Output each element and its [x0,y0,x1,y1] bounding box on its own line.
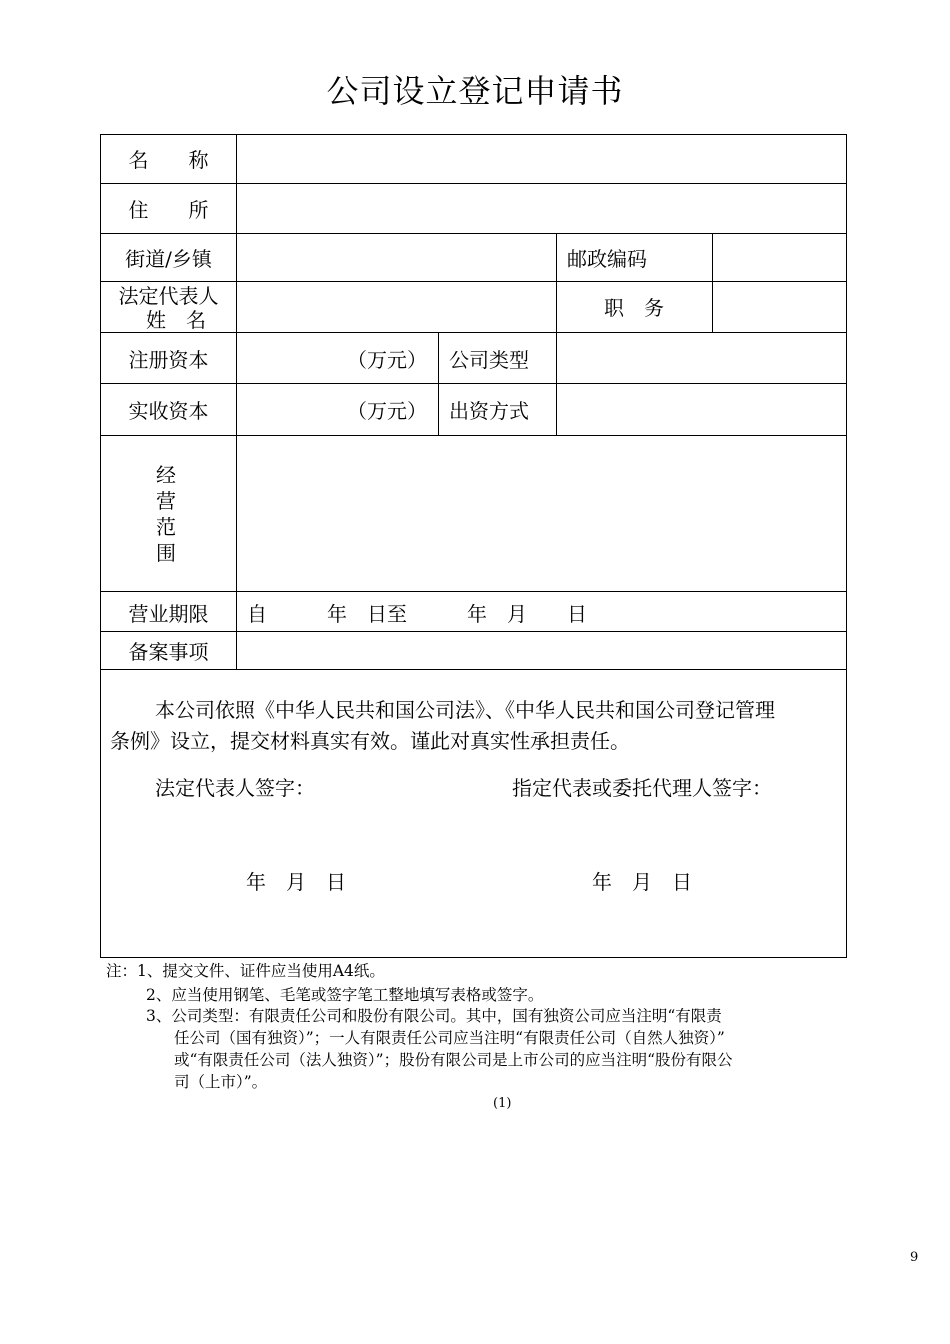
form-page-number: (1) [493,1096,512,1111]
note-3-line1: 3、公司类型：有限责任公司和股份有限公司。其中，国有独资公司应当注明“有限责 [146,1007,722,1025]
note-2: 2、应当使用钢笔、毛笔或签字笔工整地填写表格或签字。 [146,986,544,1004]
declaration-line1: 本公司依照《中华人民共和国公司法》、《中华人民共和国公司登记管理 [155,698,775,722]
legal-rep-date: 年 月 日 [246,870,346,894]
scope-label-char: 经 [156,463,176,487]
application-form-table [100,134,847,958]
reg-capital-label: 注册资本 [128,348,209,372]
page-number: 9 [910,1250,919,1265]
legal-rep-signature-label: 法定代表人签字： [155,776,315,800]
declaration-line2: 条例》设立，提交材料真实有效。谨此对真实性承担责任。 [110,729,630,753]
term-label: 营业期限 [128,602,209,626]
term-text: 自 年 日至 年 月 日 [247,602,587,626]
agent-signature-label: 指定代表或委托代理人签字： [512,776,772,800]
reg-capital-unit: （万元） [347,348,427,372]
note-3-line3: 或“有限责任公司（法人独资）”；股份有限公司是上市公司的应当注明“股份有限公 [174,1051,733,1069]
scope-label-char: 范 [156,515,176,539]
street-label: 街道/乡镇 [125,247,212,271]
address-label: 住 所 [128,198,209,222]
filing-label: 备案事项 [128,640,209,664]
legal-rep-label-line2: 姓 名 [146,308,206,332]
company-type-label: 公司类型 [449,348,529,372]
scope-label-char: 营 [156,489,176,513]
note-3-line2: 任公司（国有独资）”；一人有限责任公司应当注明“有限责任公司（自然人独资）” [174,1029,725,1047]
postcode-label: 邮政编码 [567,247,647,271]
note-3-line4: 司（上市）”。 [174,1073,268,1091]
agent-date: 年 月 日 [592,870,692,894]
paid-capital-unit: （万元） [347,399,427,423]
name-label: 名 称 [128,148,209,172]
note-1: 注：1、提交文件、证件应当使用A4纸。 [106,962,385,980]
paid-capital-label: 实收资本 [128,399,209,423]
scope-label-char: 围 [156,541,176,565]
position-label: 职 务 [604,296,664,320]
legal-rep-label-line1: 法定代表人 [118,284,219,308]
contribution-label: 出资方式 [449,399,529,423]
page-title: 公司设立登记申请书 [326,72,624,110]
